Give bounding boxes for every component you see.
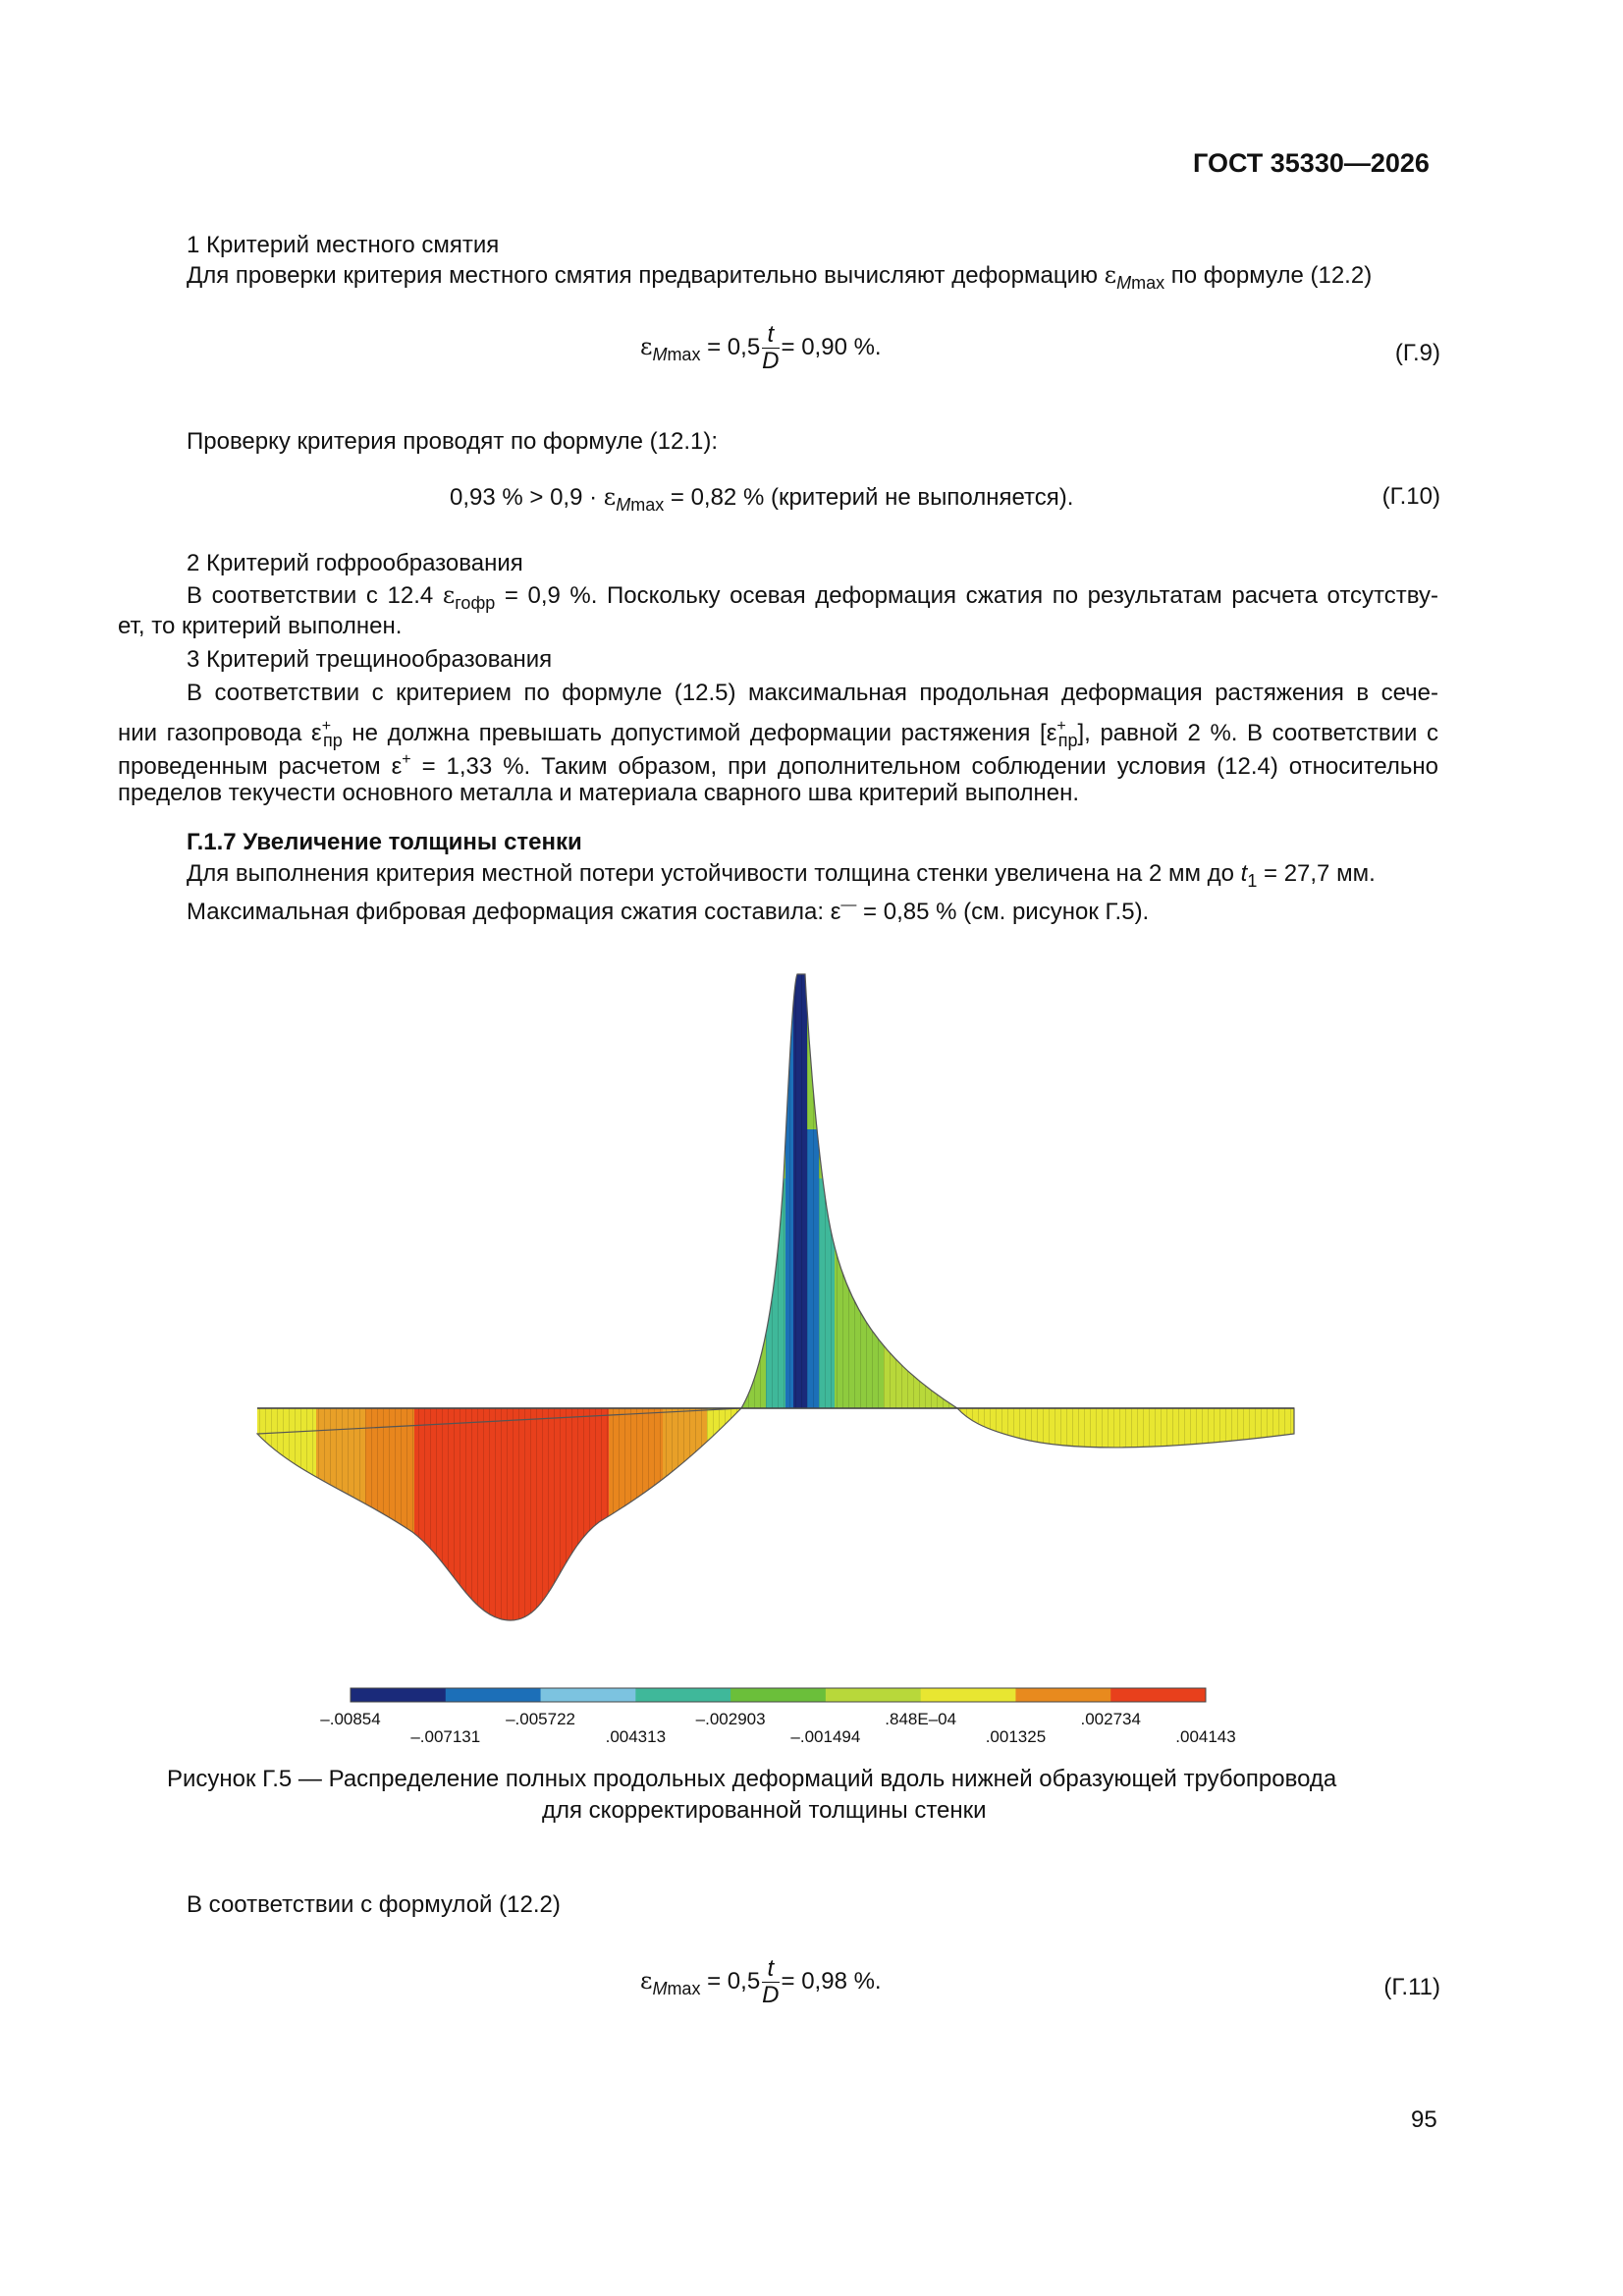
document-code: ГОСТ 35330—2026 <box>1193 148 1430 178</box>
text: = 0,85 % (см. рисунок Г.5). <box>856 899 1150 925</box>
epsilon-symbol: ε <box>1104 261 1117 289</box>
check-text: Проверку критерия проводят по формуле (12.1): <box>187 428 719 455</box>
coefficient: = 0,5 <box>707 1967 761 1995</box>
legend-label: .001325 <box>985 1727 1047 1746</box>
legend-label: .004143 <box>1175 1727 1236 1746</box>
sub-max: max <box>667 1978 701 1998</box>
sub-m: M <box>1116 273 1132 293</box>
text: нии газопровода ε <box>118 720 322 746</box>
criterion-3-line1: В соответствии с критерием по формуле (12.5) максимальная продольная деформация растяжения в сече- <box>187 680 1438 706</box>
legend-label: –.001494 <box>790 1727 861 1746</box>
text: Для выполнения критерия местной потери устойчивости толщина стенки увеличена на 2 мм до <box>187 860 1241 887</box>
legend-label: .002734 <box>1080 1710 1141 1728</box>
fraction <box>762 1956 779 2008</box>
sub-max: max <box>630 495 665 515</box>
epsilon-symbol: ε <box>603 483 617 511</box>
numerator: t <box>762 1956 779 1983</box>
text: ], равной 2 %. В соответствии с <box>1077 720 1439 746</box>
legend-swatch <box>541 1688 636 1702</box>
legend-label: –.007131 <box>410 1727 481 1746</box>
page-number: 95 <box>1411 2106 1437 2133</box>
formula-number-g11: (Г.11) <box>1383 1974 1440 2000</box>
text: = 0,9 %. Поскольку осевая деформация сжатия по результатам расчета отсутству- <box>495 582 1438 609</box>
sub-m: M <box>616 495 631 515</box>
formula-number-g10: (Г.10) <box>1381 483 1440 510</box>
legend-label: .848E–04 <box>885 1710 957 1728</box>
formula-result: = 0,98 %. <box>781 1967 882 1995</box>
t-symbol: t <box>1240 860 1248 887</box>
denominator: D <box>762 1982 780 2008</box>
denominator: D <box>762 348 780 374</box>
check-after: = 0,82 % (критерий не выполняется). <box>664 484 1074 511</box>
legend-swatch <box>730 1688 826 1702</box>
legend-swatch <box>921 1688 1016 1702</box>
figure-caption-line1: Рисунок Г.5 — Распределение полных продольных деформаций вдоль нижней образующей трубопровода <box>167 1766 1337 1792</box>
legend-label: –.005722 <box>506 1710 576 1728</box>
sub-1: 1 <box>1247 871 1258 891</box>
sup-minus: — <box>840 897 857 913</box>
check-before: 0,93 % > 0,9 · <box>450 484 604 511</box>
text: = 27,7 мм. <box>1257 860 1376 887</box>
legend-labels <box>320 1710 1235 1746</box>
criterion-3-heading: 3 Критерий трещинообразования <box>187 646 553 673</box>
numerator: t <box>762 322 779 349</box>
text: В соответствии с 12.4 <box>187 582 443 609</box>
criterion-3-line4: пределов текучести основного металла и материала сварного шва критерий выполнен. <box>118 780 1080 806</box>
sub-pr: пр <box>323 731 343 750</box>
criterion-2-heading: 2 Критерий гофрообразования <box>187 550 523 576</box>
sub-gofr: гофр <box>455 593 496 613</box>
figure-caption-line2: для скорректированной толщины стенки <box>542 1797 987 1824</box>
intro-text-tail: по формуле (12.2) <box>1164 262 1373 289</box>
legend-swatch <box>1015 1688 1110 1702</box>
subsection-heading: Г.1.7 Увеличение толщины стенки <box>187 829 582 855</box>
legend-swatch <box>351 1688 446 1702</box>
epsilon-symbol: ε <box>640 332 653 360</box>
final-intro: В соответствии с формулой (12.2) <box>187 1891 561 1918</box>
formula-g11 <box>640 1956 882 2008</box>
text: проведенным расчетом ε <box>118 753 403 780</box>
legend-swatch <box>1110 1688 1206 1702</box>
legend-label: –.00854 <box>320 1710 381 1728</box>
sub-pr: пр <box>1057 731 1078 750</box>
sup-plus: + <box>402 751 411 768</box>
criterion-2-line2: ет, то критерий выполнен. <box>118 613 403 639</box>
intro-text: Для проверки критерия местного смятия предварительно вычисляют деформацию <box>187 262 1105 289</box>
text: = 1,33 %. Таким образом, при дополнительном соблюдении условия (12.4) относительно <box>410 753 1439 780</box>
color-legend <box>351 1688 1207 1702</box>
sub-m: M <box>652 344 668 364</box>
legend-label: .004313 <box>605 1727 667 1746</box>
formula-result: = 0,90 %. <box>781 333 882 360</box>
legend-swatch <box>826 1688 921 1702</box>
formula-number-g9: (Г.9) <box>1394 340 1440 366</box>
text: не должна превышать допустимой деформации растяжения [ε <box>342 720 1057 746</box>
criterion-1-heading: 1 Критерий местного смятия <box>187 232 500 258</box>
epsilon-symbol: ε <box>442 581 456 609</box>
text: Максимальная фибровая деформация сжатия составила: ε <box>187 899 841 925</box>
compression-region <box>257 1408 1294 1634</box>
sub-max: max <box>667 344 701 364</box>
coefficient: = 0,5 <box>707 333 761 360</box>
sub-m: M <box>652 1978 668 1998</box>
tension-peak <box>736 962 972 1414</box>
legend-swatch <box>446 1688 541 1702</box>
sub-max: max <box>1131 273 1165 293</box>
sup-plus: + <box>1056 718 1066 735</box>
epsilon-symbol: ε <box>640 1966 653 1995</box>
legend-label: –.002903 <box>695 1710 766 1728</box>
legend-swatch <box>635 1688 730 1702</box>
sup-plus: + <box>321 718 332 735</box>
